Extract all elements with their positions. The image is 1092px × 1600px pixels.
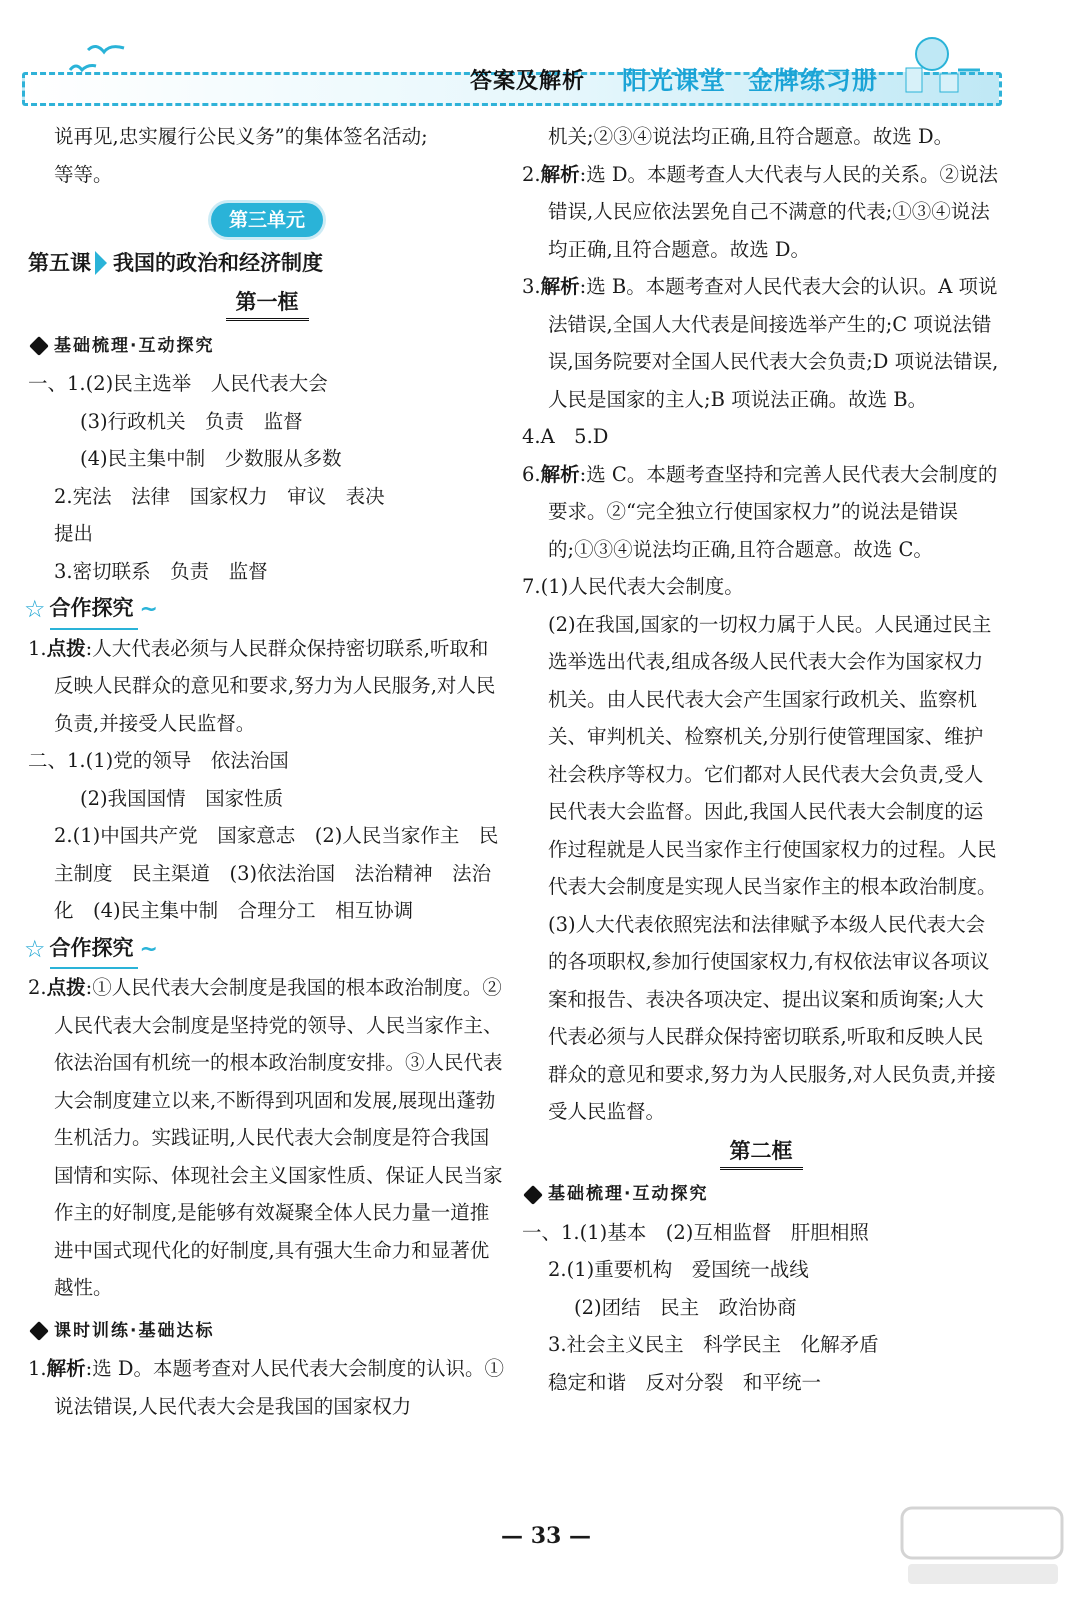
star-icon: ☆ xyxy=(24,934,46,963)
right-column xyxy=(522,118,1000,1401)
item-text: :选 D。本题考查人大代表与人民的关系。②说法错误,人民应依法罢免自己不满意的代表;①③④说法均正确,且符合题意。故选 D。 xyxy=(548,162,999,261)
coop-heading xyxy=(24,930,506,970)
answer-line: 一、1.(1)基本 (2)互相监督 肝胆相照 xyxy=(522,1220,869,1244)
item-number: 2. xyxy=(522,162,541,186)
item-text: :选 B。本题考查对人民代表大会的认识。A 项说法错误,全国人大代表是间接选举产生的;C 项说法错误,国务院要对全国人民代表大会负责;D 项说法错误,人民是国家的主人;B 项说法正确。故选 B。 xyxy=(548,275,999,411)
unit-heading xyxy=(28,201,506,239)
answer-item xyxy=(522,456,1000,569)
answer-line: (3)行政机关 负责 监督 xyxy=(80,409,303,433)
watermark-logo xyxy=(898,1500,1068,1590)
item-number: 1. xyxy=(28,636,47,660)
item-label: 解析 xyxy=(540,275,580,298)
coop-heading xyxy=(24,590,506,630)
item-label: 点拨 xyxy=(46,976,86,999)
arrow-icon xyxy=(95,251,107,275)
item-text: :①人民代表大会制度是我国的根本政治制度。②人民代表大会制度是坚持党的领导、人民当家作主、依法治国有机统一的根本政治制度安排。③人民代表大会制度建立以来,不断得到巩固和发展,展现出蓬勃生机活力。实践证明,人民代表大会制度是符合我国国情和实际、体现社会主义国家性质、保证人民当家作主的好制度,是能够有效凝聚全体人民力量一道推进中国式现代化的好制度,具有强大生命力和显著优越性。 xyxy=(54,976,503,1299)
diamond-icon xyxy=(523,1185,543,1205)
answer-line: 二、1.(1)党的领导 依法治国 xyxy=(28,749,289,772)
intro-line: 等等。 xyxy=(54,162,113,186)
frame-title-text: 第一框 xyxy=(226,286,309,321)
diamond-icon xyxy=(29,1321,49,1341)
answer-line: 一、1.(2)民主选举 人民代表大会 xyxy=(28,372,328,395)
globe-decoration-icon xyxy=(880,30,990,100)
lesson-title: 我国的政治和经济制度 xyxy=(113,250,323,275)
frame-title-text: 第二框 xyxy=(720,1135,803,1170)
item-label: 解析 xyxy=(46,1357,86,1380)
item-number: 1. xyxy=(28,1357,47,1380)
item-text: :人大代表必须与人民群众保持密切联系,听取和反映人民群众的意见和要求,努力为人民服务,对人民负责,并接受人民监督。 xyxy=(54,636,496,735)
page-number: — 33 — xyxy=(501,1523,591,1549)
item-number: 6. xyxy=(522,462,541,486)
item-text: :选 C。本题考查坚持和完善人民代表大会制度的要求。②“完全独立行使国家权力”的说法是错误的;①③④说法均正确,且符合题意。故选 C。 xyxy=(548,462,998,561)
header-brand-series: 金牌练习册 xyxy=(748,66,879,95)
item-number: 2. xyxy=(28,976,47,999)
section-heading-text: 基础梳理·互动探究 xyxy=(54,335,215,356)
frame-title xyxy=(28,284,506,322)
answer-line: (4)民主集中制 少数服从多数 xyxy=(80,447,342,470)
item-label: 解析 xyxy=(540,162,580,186)
answer-line: 提出 xyxy=(54,522,94,545)
answer-line: 机关;②③④说法均正确,且符合题意。故选 D。 xyxy=(548,125,954,148)
answer-line: (2)我国国情 国家性质 xyxy=(80,786,284,810)
star-icon: ☆ xyxy=(24,595,46,623)
answer-line: 3.社会主义民主 科学民主 化解矛盾 xyxy=(548,1333,879,1356)
header-label: 答案及解析 xyxy=(470,68,586,94)
coop-heading-text: 合作探究 xyxy=(50,590,138,630)
section-heading xyxy=(28,1313,506,1351)
answer-line: 2.宪法 法律 国家权力 审议 表决 xyxy=(54,484,385,508)
swish-icon: ~ xyxy=(139,597,158,622)
diamond-icon xyxy=(29,336,49,356)
left-column xyxy=(24,118,506,1425)
answer-item xyxy=(28,969,506,1307)
item-text: :选 D。本题考查对人民代表大会制度的认识。①说法错误,人民代表大会是我国的国家权力 xyxy=(54,1357,505,1418)
page-header xyxy=(0,0,1092,108)
birds-icon xyxy=(66,40,136,76)
section-heading xyxy=(28,328,506,366)
lesson-heading xyxy=(28,245,506,283)
answer-line: 稳定和谐 反对分裂 和平统一 xyxy=(548,1370,822,1394)
answer-line: 3.密切联系 负责 监督 xyxy=(54,559,268,583)
section-heading-text: 课时训练·基础达标 xyxy=(54,1320,215,1341)
answer-item xyxy=(522,268,1000,418)
unit-badge: 第三单元 xyxy=(211,203,323,237)
answer-line: 4.A 5.D xyxy=(522,425,609,448)
coop-heading-text: 合作探究 xyxy=(50,930,138,970)
item-label: 点拨 xyxy=(46,636,86,660)
answer-paragraph: (3)人大代表依照宪法和法律赋予本级人民代表大会的各项职权,参加行使国家权力,有权依法审议各项议案和报告、表决各项决定、提出议案和质询案;人大代表必须与人民群众保持密切联系,听取和反映人民群众的意见和要求,努力为人民服务,对人民负责,并接受人民监督。 xyxy=(548,912,996,1123)
item-label: 解析 xyxy=(540,462,580,486)
item-number: 3. xyxy=(522,275,541,298)
swish-icon: ~ xyxy=(139,936,158,962)
lesson-number: 第五课 xyxy=(28,250,91,275)
intro-line: 说再见,忠实履行公民义务”的集体签名活动; xyxy=(54,125,428,148)
section-heading-text: 基础梳理·互动探究 xyxy=(548,1184,709,1204)
frame-title xyxy=(522,1133,1000,1171)
answer-line: 2.(1)中国共产党 国家意志 (2)人民当家作主 民主制度 民主渠道 (3)依法治国 法治精神 法治化 (4)民主集中制 合理分工 相互协调 xyxy=(54,824,499,922)
answer-line: (2)团结 民主 政治协商 xyxy=(574,1295,797,1319)
section-heading xyxy=(522,1176,1000,1214)
answer-item xyxy=(522,156,1000,269)
answer-item xyxy=(28,630,506,743)
answer-paragraph: (2)在我国,国家的一切权力属于人民。人民通过民主选举选出代表,组成各级人民代表大会作为国家权力机关。由人民代表大会产生国家行政机关、监察机关、审判机关、检察机关,分别行使管理国家、维护社会秩序等权力。它们都对人民代表大会负责,受人民代表大会监督。因此,我国人民代表大会制度的运作过程就是人民当家作主行使国家权力的过程。人民代表大会制度是实现人民当家作主的根本政治制度。 xyxy=(548,612,997,898)
header-brand: 阳光课堂 xyxy=(622,66,727,95)
answer-item xyxy=(28,1350,506,1425)
answer-line: 7.(1)人民代表大会制度。 xyxy=(522,575,744,598)
answer-line: 2.(1)重要机构 爱国统一战线 xyxy=(548,1258,809,1281)
